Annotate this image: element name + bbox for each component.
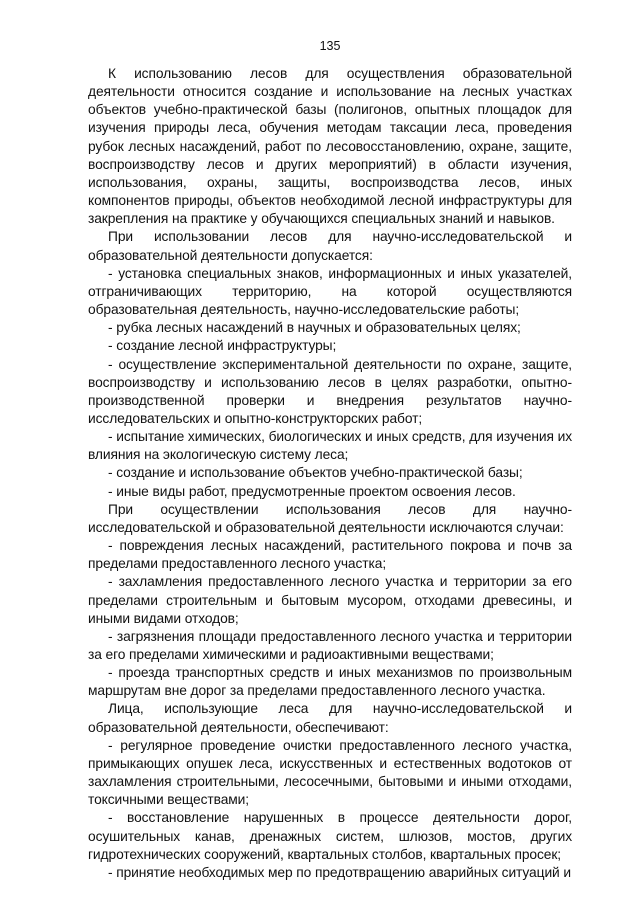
list-item-restoration: - восстановление нарушенных в процессе деятельности дорог, осушительных канав, дренажных систем, шлюзов, мостов, других гидротехнических сооружений, квартальных столбов, квартальных просек;	[88, 810, 572, 862]
list-item-testing: - испытание химических, биологических и иных средств, для изучения их влияния на экологическую систему леса;	[88, 429, 572, 463]
list-item-training-base: - создание и использование объектов учебно-практической базы;	[108, 465, 523, 481]
page-number: 135	[319, 39, 341, 53]
list-item-signs: - установка специальных знаков, информационных и иных указателей, отграничивающих территорию, на которой осуществляются образовательная деятельность, научно-исследовательские работы;	[88, 265, 572, 318]
paragraph-excluded-intro: При осуществлении использования лесов для научно-исследовательской и образовательной деятельности исключаются случаи:	[88, 501, 572, 535]
list-item-littering: - захламления предоставленного лесного участка и территории за его пределами строительным и бытовым мусором, отходами древесины, и иными видами отходов;	[88, 574, 572, 626]
list-item-experimental: - осуществление экспериментальной деятельности по охране, защите, воспроизводству и использованию лесов в целях разработки, опытно-производственной проверки и внедрения результатов научно-исследовательских и опытно-конструкторских работ;	[88, 356, 572, 426]
list-item-cleaning: - регулярное проведение очистки предоставленного лесного участка, примыкающих опушек леса, искусственных и естественных водотоков от захламления строительными, лесосечными, бытовыми и иными отходами, токсичными веществами;	[88, 737, 572, 808]
paragraph-permitted-intro: При использовании лесов для научно-исследовательской и образовательной деятельности допускается:	[88, 229, 572, 263]
list-item-infrastructure: - создание лесной инфраструктуры;	[108, 338, 337, 354]
list-item-pollution: - загрязнения площади предоставленного лесного участка и территории за его пределами химическими и радиоактивными веществами;	[88, 628, 572, 662]
paragraph-educational-use: К использованию лесов для осуществления образовательной деятельности относится создание и использование на лесных участках объектов учебно-практической базы (полигонов, опытных площадок для изучения природы леса, обучения методам таксации леса, проведения рубок лесных насаждений, работ по лесовосстановлению, охране, защите, воспроизводству лесов и других мероприятий) в области изучения, использования, охраны, защиты, воспроизводства лесов, иных компонентов природы, объектов необходимой лесной инфраструктуры для закрепления на практике у обучающихся специальных знаний и навыков.	[88, 66, 572, 227]
paragraph-obligations-intro: Лица, использующие леса для научно-исследовательской и образовательной деятельности, обеспечивают:	[88, 701, 572, 735]
list-item-vehicles: - проезда транспортных средств и иных механизмов по произвольным маршрутам вне дорог за пределами предоставленного лесного участка.	[88, 665, 572, 699]
document-page	[88, 38, 572, 882]
list-item-emergency: - принятие необходимых мер по предотвращению аварийных ситуаций и	[108, 864, 571, 880]
list-item-damage: - повреждения лесных насаждений, растительного покрова и почв за пределами предоставленного лесного участка;	[88, 538, 572, 572]
list-item-felling: - рубка лесных насаждений в научных и образовательных целях;	[108, 320, 521, 336]
list-item-other-works: - иные виды работ, предусмотренные проектом освоения лесов.	[108, 483, 516, 499]
